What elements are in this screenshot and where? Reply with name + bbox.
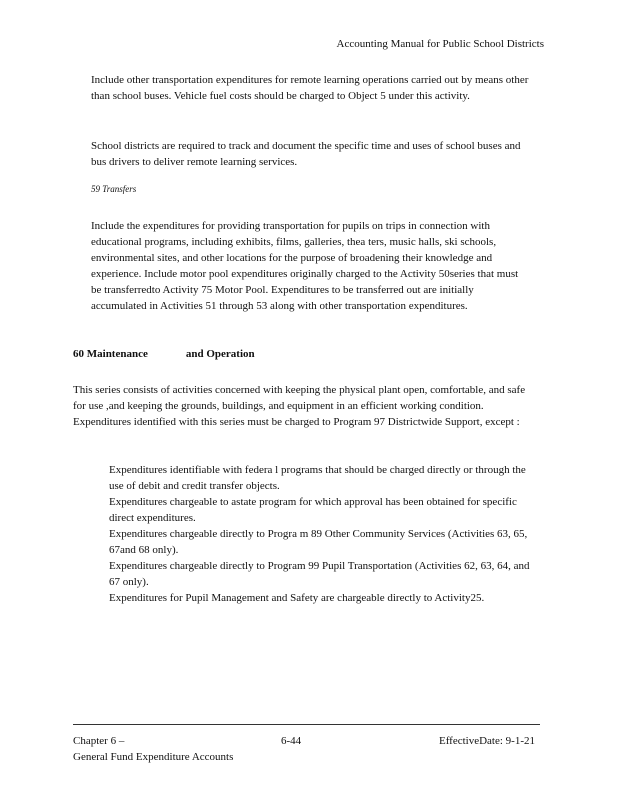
list-item	[90, 526, 535, 558]
list-item	[90, 558, 535, 590]
section-title-number: 60 Maintenance	[73, 348, 148, 360]
footer-chapter-subtitle: General Fund Expenditure Accounts	[73, 751, 234, 763]
list-item	[90, 494, 535, 526]
subheading-transfers: 59 Transfers	[91, 184, 137, 194]
footer-chapter-label: Chapter 6 –	[73, 735, 125, 747]
paragraph-transfers: Include the expenditures for providing transportation for pupils on trips in connection with educational programs, including exhibits, films, galleries, thea ters, music halls, ski schools, environmental sites, and other locations for the purpose of broadening their knowledge and experience. Include motor pool expenditures originally charged to the Activity 50series that must be transferredto Activity 75 Motor Pool. Expenditures to be transferred out are initially accumulated in Activities 51 through 53 along with other transportation expenditures.	[91, 220, 519, 312]
exceptions-list	[90, 462, 535, 606]
list-item-text: Expenditures chargeable directly to Program 99 Pupil Transportation (Activities 62, 63, 64, and 67 only).	[109, 560, 530, 588]
paragraph-tracking: School districts are required to track and document the specific time and uses of school buses and bus drivers to deliver remote learning services.	[91, 140, 521, 168]
list-item	[90, 462, 535, 494]
bullet-icon	[90, 526, 97, 542]
section-title	[73, 348, 255, 360]
bullet-icon	[90, 558, 97, 574]
paragraph-maintenance: This series consists of activities concerned with keeping the physical plant open, comfortable, and safe for use ,and keeping the grounds, buildings, and equipment in an efficient working condition. Expenditures identified with this series must be charged to Program 97 Districtwide Support, except :	[73, 384, 526, 428]
footer-divider	[73, 724, 540, 725]
page-number: 6-44	[281, 735, 302, 747]
list-item	[90, 590, 535, 606]
bullet-icon	[90, 590, 97, 606]
list-item-text: Expenditures chargeable to astate program for which approval has been obtained for specific direct expenditures.	[109, 496, 517, 524]
section-title-rest: and Operation	[185, 348, 255, 360]
list-item-text: Expenditures for Pupil Management and Safety are chargeable directly to Activity25.	[109, 592, 485, 604]
paragraph-remote-learning: Include other transportation expenditures for remote learning operations carried out by means other than school buses. Vehicle fuel costs should be charged to Object 5 under this activity.	[91, 74, 529, 102]
bullet-icon	[90, 494, 97, 510]
list-item-text: Expenditures chargeable directly to Progra m 89 Other Community Services (Activities 63, 65, 67and 68 only).	[109, 528, 528, 556]
footer-chapter	[73, 733, 233, 765]
list-item-text: Expenditures identifiable with federa l programs that should be charged directly or through the use of debit and credit transfer objects.	[109, 464, 526, 492]
bullet-icon	[90, 462, 97, 478]
running-header: Accounting Manual for Public School Districts	[336, 38, 544, 50]
effective-date: EffectiveDate: 9-1-21	[438, 735, 535, 747]
